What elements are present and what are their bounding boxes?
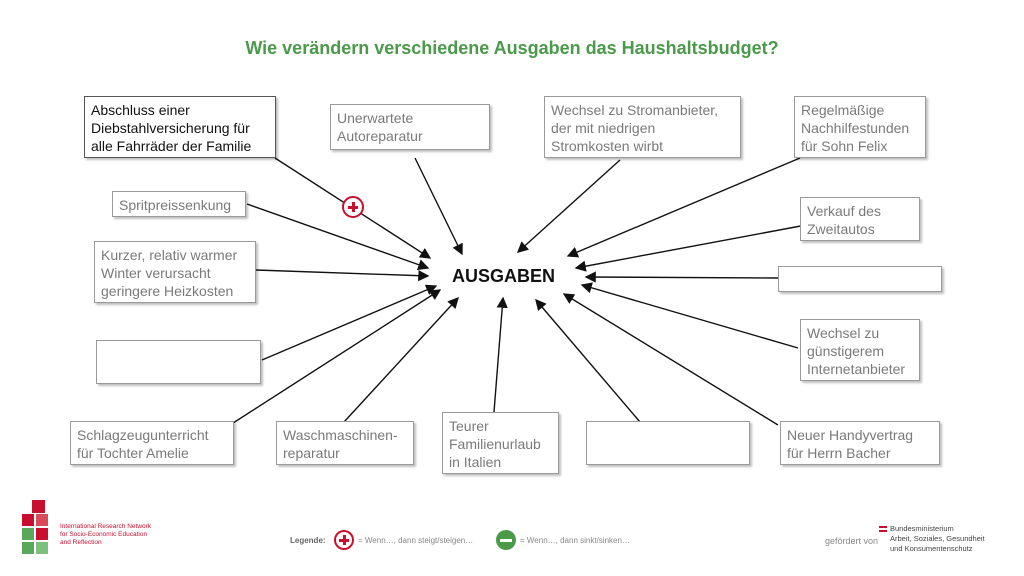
arrow-empty-right bbox=[586, 277, 778, 278]
funded-by-label: gefördert von bbox=[825, 536, 879, 546]
box-winter: Kurzer, relativ warmer Winter verursacht geringere Heizkosten bbox=[94, 241, 256, 303]
box-spritpreissenkung: Spritpreissenkung bbox=[112, 191, 246, 217]
box-waschmaschinenreparatur: Waschmaschinen- reparatur bbox=[276, 421, 414, 465]
box-stromanbieter: Wechsel zu Stromanbieter, der mit niedrigen Stromkosten wirbt bbox=[544, 96, 741, 158]
insert-logo-icon bbox=[20, 498, 60, 558]
arrow-waschmaschine bbox=[344, 298, 458, 422]
arrow-autoreparatur bbox=[415, 158, 462, 254]
box-diebstahlversicherung: Abschluss einer Diebstahlversicherung für alle Fahrräder der Familie bbox=[84, 96, 276, 158]
box-handyvertrag: Neuer Handyvertrag für Herrn Bacher bbox=[780, 421, 940, 465]
arrow-sprit bbox=[247, 204, 428, 268]
legend-label: Legende: bbox=[290, 536, 326, 545]
box-empty-right[interactable] bbox=[778, 266, 942, 292]
box-schlagzeugunterricht: Schlagzeugunterricht für Tochter Amelie bbox=[70, 421, 234, 465]
legend-minus-text: = Wenn…, dann sinkt/sinken… bbox=[520, 536, 630, 545]
arrow-urlaub bbox=[494, 298, 503, 412]
plus-circle-icon bbox=[334, 530, 354, 550]
arrow-empty-bottom bbox=[536, 300, 640, 422]
ministry-name: Bundesministerium Arbeit, Soziales, Gesundheit und Konsumentenschutz bbox=[890, 524, 985, 553]
box-autoreparatur: Unerwartete Autoreparatur bbox=[330, 104, 490, 150]
arrow-internet bbox=[582, 285, 798, 348]
page-title: Wie verändern verschiedene Ausgaben das Haushaltsbudget? bbox=[245, 38, 779, 58]
minus-circle-icon bbox=[496, 530, 516, 550]
box-familienurlaub: Teurer Familienurlaub in Italien bbox=[442, 412, 559, 474]
arrow-winter bbox=[256, 270, 428, 276]
box-empty-bottom[interactable] bbox=[586, 421, 750, 465]
logo-text: International Research Network for Socio-Economic Education and Reflection bbox=[60, 523, 152, 546]
arrow-stromanbieter bbox=[518, 160, 620, 252]
box-internetanbieter: Wechsel zu günstigerem Internetanbieter bbox=[800, 319, 920, 381]
box-zweitauto: Verkauf des Zweitautos bbox=[800, 197, 920, 241]
arrow-handy bbox=[564, 294, 778, 425]
arrow-schlagzeug bbox=[230, 290, 440, 425]
austria-flag-icon bbox=[879, 526, 887, 532]
arrow-nachhilfe bbox=[568, 158, 800, 256]
plus-circle-icon bbox=[342, 196, 364, 218]
legend-plus-text: = Wenn…, dann steigt/steigen… bbox=[358, 536, 474, 545]
box-empty-left[interactable] bbox=[96, 340, 261, 384]
arrow-zweitauto bbox=[576, 225, 806, 268]
box-nachhilfe: Regelmäßige Nachhilfestunden für Sohn Felix bbox=[794, 96, 926, 158]
center-node: AUSGABEN bbox=[452, 266, 556, 286]
